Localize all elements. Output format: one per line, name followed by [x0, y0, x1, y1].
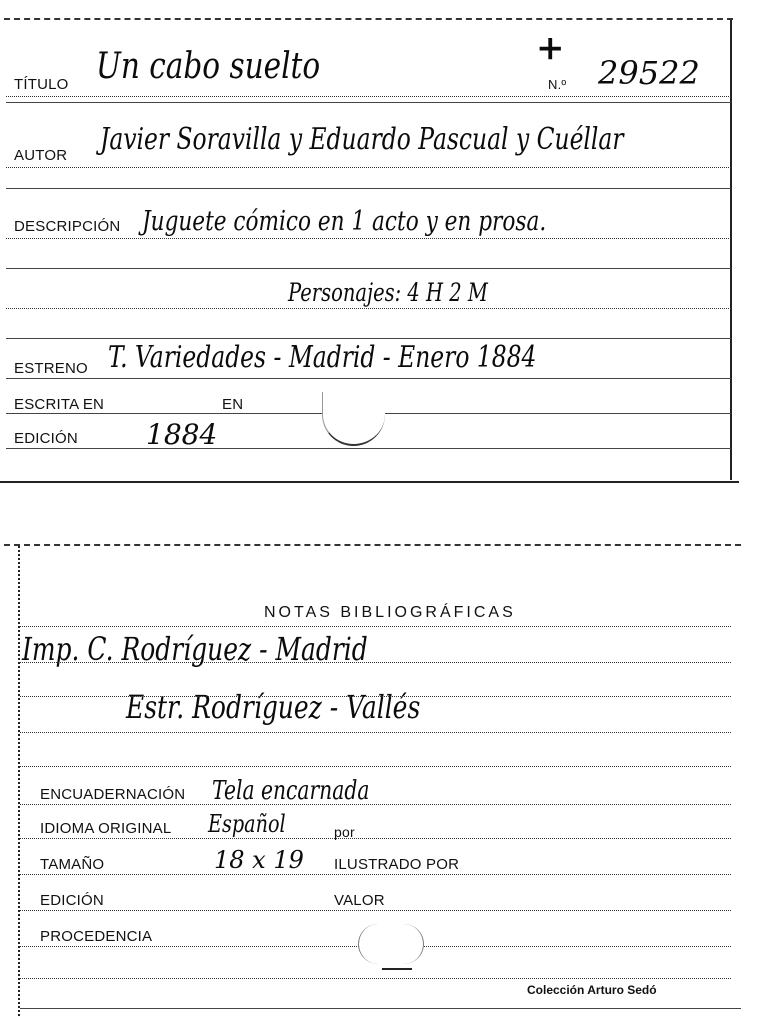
encuadernacion-value: Tela encarnada [212, 776, 370, 806]
rule-2 [6, 188, 731, 189]
rule-1 [6, 102, 731, 103]
card-bottom-edge [0, 481, 739, 483]
edicion-line [6, 448, 731, 449]
estreno-line [6, 378, 731, 379]
card-top-edge [4, 18, 733, 20]
card-right-edge [730, 20, 732, 480]
valor-label: VALOR [334, 892, 385, 909]
tamano-label: TAMAÑO [40, 856, 105, 873]
notes-line-4 [20, 732, 731, 733]
edicion-value: 1884 [146, 418, 218, 451]
descripcion-value: Juguete cómico en 1 acto y en prosa. [142, 206, 547, 237]
notes-line-3 [20, 696, 731, 697]
idioma-original-label: IDIOMA ORIGINAL [40, 820, 172, 837]
rule-3 [6, 268, 731, 269]
tamano-value: 18 x 19 [214, 846, 304, 874]
ilustrado-por-label: ILUSTRADO POR [334, 856, 460, 873]
por-label: por [334, 824, 355, 840]
note-line-1: Imp. C. Rodríguez - Madrid [22, 630, 368, 668]
personajes-line [6, 308, 731, 309]
descripcion-label: DESCRIPCIÓN [14, 218, 121, 235]
punch-hole-mark [322, 392, 385, 446]
edicion-bottom-line [20, 910, 731, 911]
titulo-value: Un cabo suelto [96, 46, 321, 87]
idioma-original-value: Español [208, 810, 286, 838]
en-label: EN [222, 396, 244, 413]
encuadernacion-line [20, 804, 731, 805]
note-line-2: Estr. Rodríguez - Vallés [126, 688, 421, 726]
catalog-card-bottom [0, 538, 759, 1028]
tamano-line [20, 874, 731, 875]
idioma-line [20, 838, 731, 839]
notes-line-5 [20, 766, 731, 767]
escrita-en-label: ESCRITA EN [14, 396, 105, 413]
cross-mark: + [536, 28, 565, 68]
rule-4 [6, 338, 731, 339]
numero-value: 29522 [598, 54, 700, 92]
estreno-value: T. Variedades - Madrid - Enero 1884 [108, 340, 537, 375]
edicion-bottom-label: EDICIÓN [40, 892, 104, 909]
ink-stroke [382, 968, 412, 970]
collection-footer: Colección Arturo Sedó [527, 983, 657, 997]
autor-value: Javier Soravilla y Eduardo Pascual y Cuéllar [100, 122, 624, 157]
card-bottom-top-edge [4, 544, 741, 546]
estreno-label: ESTRENO [14, 360, 88, 377]
footer-line [20, 978, 731, 979]
card-bottom-rule [20, 1008, 741, 1009]
notes-line-2 [20, 662, 731, 663]
titulo-line [6, 96, 731, 97]
titulo-label: TÍTULO [14, 76, 69, 93]
personajes-value: Personajes: 4 H 2 M [288, 278, 488, 307]
punch-hole-mark-bottom [358, 924, 424, 964]
autor-label: AUTOR [14, 147, 68, 164]
procedencia-label: PROCEDENCIA [40, 928, 153, 945]
notas-heading: NOTAS BIBLIOGRÁFICAS [264, 604, 516, 621]
autor-line [6, 167, 731, 168]
numero-label: N.º [548, 77, 567, 92]
edicion-label: EDICIÓN [14, 430, 78, 447]
descripcion-line [6, 238, 731, 239]
encuadernacion-label: ENCUADERNACIÓN [40, 786, 186, 803]
notes-line-1 [20, 626, 731, 627]
catalog-card-top [0, 0, 759, 495]
